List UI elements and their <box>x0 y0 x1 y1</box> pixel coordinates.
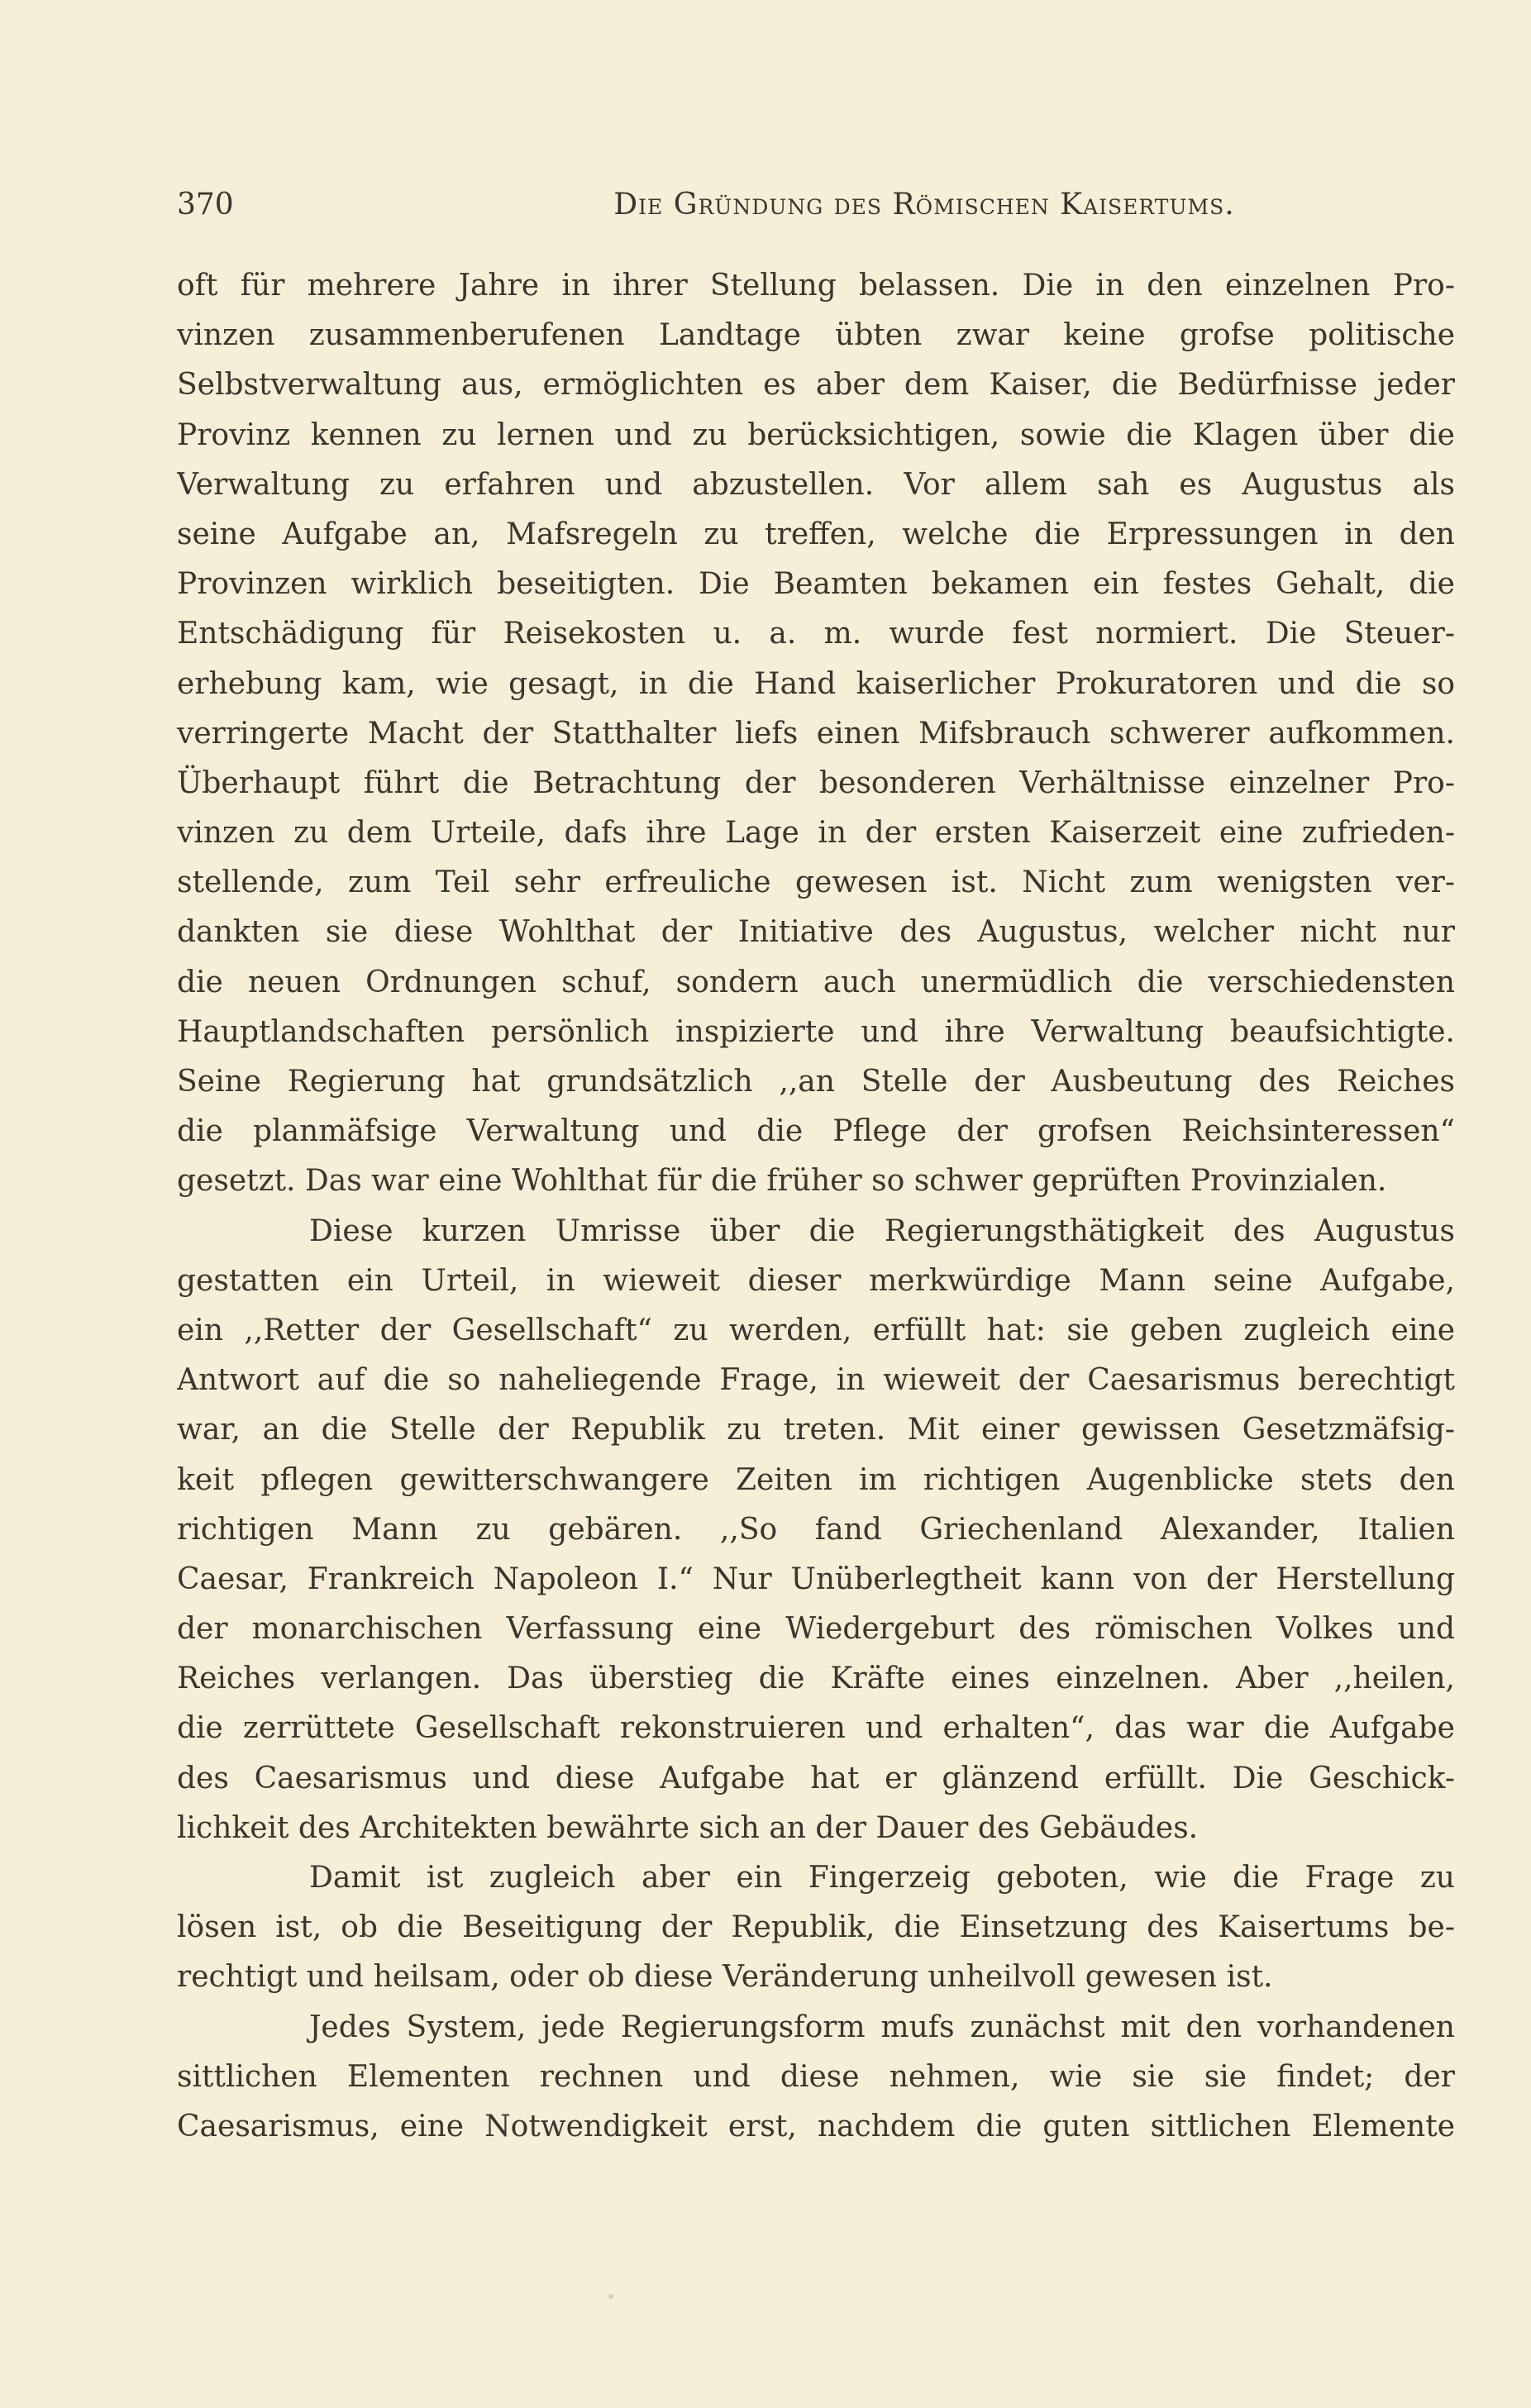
text-line: Hauptlandschaften persönlich inspizierte und ihre Verwaltung beaufsichtigte. <box>177 1014 1455 1049</box>
text-line: rechtigt und heilsam, oder ob diese Veränderung unheilvoll gewesen ist. <box>177 1960 1273 1995</box>
text-line: stellende, zum Teil sehr erfreuliche gewesen ist. Nicht zum wenigsten ver- <box>177 865 1455 900</box>
text-line: erhebung kam, wie gesagt, in die Hand kaiserlicher Prokuratoren und die so <box>177 666 1455 701</box>
text-line: die planmäfsige Verwaltung und die Pflege der grofsen Reichsinteressen“ <box>177 1114 1455 1149</box>
text-line: lichkeit des Architekten bewährte sich an der Dauer des Gebäudes. <box>177 1810 1199 1845</box>
text-line: gestatten ein Urteil, in wieweit dieser merkwürdige Mann seine Aufgabe, <box>177 1263 1455 1298</box>
text-line: Caesarismus, eine Notwendigkeit erst, nachdem die guten sittlichen Elemente <box>177 2109 1455 2143</box>
text-line: dankten sie diese Wohlthat der Initiative des Augustus, welcher nicht nur <box>177 915 1455 950</box>
text-line: oft für mehrere Jahre in ihrer Stellung belassen. Die in den einzelnen Pro- <box>177 269 1455 303</box>
text-line: seine Aufgabe an, Mafsregeln zu treffen, welche die Erpressungen in den <box>177 517 1455 551</box>
text-line: der monarchischen Verfassung eine Wiedergeburt des römischen Volkes und <box>177 1612 1455 1647</box>
text-line: sittlichen Elementen rechnen und diese nehmen, wie sie sie findet; der <box>177 2059 1455 2094</box>
text-line: vinzen zu dem Urteile, dafs ihre Lage in der ersten Kaiserzeit eine zufrieden- <box>177 816 1455 851</box>
text-line: Seine Regierung hat grundsätzlich ,,an Stelle der Ausbeutung des Reiches <box>177 1065 1455 1099</box>
text-line: war, an die Stelle der Republik zu treten. Mit einer gewissen Gesetzmäfsig- <box>177 1413 1455 1447</box>
paragraph-start-line: Damit ist zugleich aber ein Fingerzeig geboten, wie die Frage zu <box>309 1861 1455 1895</box>
paragraph-start-line: Jedes System, jede Regierungsform mufs zunächst mit den vorhandenen <box>309 2010 1455 2044</box>
page-header <box>177 180 1455 230</box>
text-line: Provinz kennen zu lernen und zu berücksichtigen, sowie die Klagen über die <box>177 417 1455 452</box>
text-line: Antwort auf die so naheliegende Frage, in wieweit der Caesarismus berechtigt <box>177 1363 1455 1398</box>
text-line: richtigen Mann zu gebären. ,,So fand Griechenland Alexander, Italien <box>177 1512 1455 1547</box>
text-line: vinzen zusammenberufenen Landtage übten zwar keine grofse politische <box>177 318 1455 353</box>
text-line: Verwaltung zu erfahren und abzustellen. Vor allem sah es Augustus als <box>177 467 1455 502</box>
text-line: die neuen Ordnungen schuf, sondern auch unermüdlich die verschiedensten <box>177 965 1455 999</box>
paper-speck <box>608 2294 613 2299</box>
text-line: Provinzen wirklich beseitigten. Die Beamten bekamen ein festes Gehalt, die <box>177 567 1455 602</box>
body-text <box>177 261 1455 2152</box>
text-line: Caesar, Frankreich Napoleon I.“ Nur Unüberlegtheit kann von der Herstellung <box>177 1562 1455 1596</box>
text-line: des Caesarismus und diese Aufgabe hat er glänzend erfüllt. Die Geschick- <box>177 1761 1455 1795</box>
text-line: Überhaupt führt die Betrachtung der besonderen Verhältnisse einzelner Pro- <box>177 765 1455 800</box>
text-line: ein ,,Retter der Gesellschaft“ zu werden, erfüllt hat: sie geben zugleich eine <box>177 1313 1455 1347</box>
text-line: gesetzt. Das war eine Wohlthat für die früher so schwer geprüften Provinzialen. <box>177 1164 1387 1199</box>
text-line: Entschädigung für Reisekosten u. a. m. wurde fest normiert. Die Steuer- <box>177 617 1455 651</box>
text-line: Reiches verlangen. Das überstieg die Kräfte eines einzelnen. Aber ,,heilen, <box>177 1662 1455 1696</box>
running-title: Die Gründung des Römischen Kaisertums. <box>613 188 1235 222</box>
paragraph-start-line: Diese kurzen Umrisse über die Regierungsthätigkeit des Augustus <box>309 1214 1455 1248</box>
text-line: Selbstverwaltung aus, ermöglichten es aber dem Kaiser, die Bedürfnisse jeder <box>177 368 1455 403</box>
text-line: lösen ist, ob die Beseitigung der Republik, die Einsetzung des Kaisertums be- <box>177 1910 1455 1945</box>
text-line: die zerrüttete Gesellschaft rekonstruieren und erhalten“, das war die Aufgabe <box>177 1711 1455 1746</box>
text-line: keit pflegen gewitterschwangere Zeiten im richtigen Augenblicke stets den <box>177 1462 1455 1497</box>
page-number: 370 <box>177 188 234 222</box>
text-line: verringerte Macht der Statthalter liefs einen Mifsbrauch schwerer aufkommen. <box>177 716 1455 751</box>
